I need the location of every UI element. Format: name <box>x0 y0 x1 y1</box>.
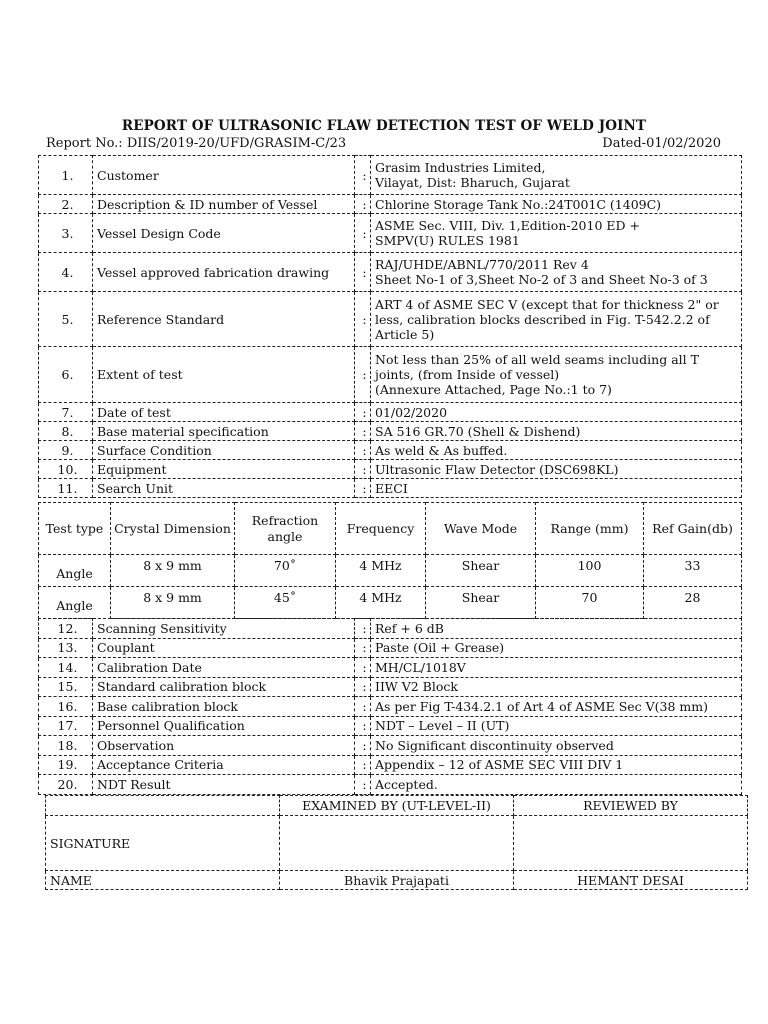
item-value-line: EECI <box>375 480 408 496</box>
item-value: Ref + 6 dB <box>371 619 742 639</box>
item-label: Personnel Qualification <box>93 716 355 736</box>
item-value <box>371 347 742 403</box>
reviewed-by-header: REVIEWED BY <box>514 796 748 816</box>
item-value: IIW V2 Block <box>371 677 742 697</box>
details-row <box>39 422 742 441</box>
name-label: NAME <box>46 871 280 890</box>
item-separator: : <box>355 697 371 717</box>
item-separator: : <box>355 292 371 347</box>
item-number: 8. <box>39 422 93 441</box>
item-value: Appendix – 12 of ASME SEC VIII DIV 1 <box>371 755 742 775</box>
item-number: 7. <box>39 403 93 422</box>
details-row <box>39 347 742 403</box>
item-separator: : <box>355 253 371 292</box>
item-label: NDT Result <box>93 775 355 795</box>
signature-label: SIGNATURE <box>46 816 280 871</box>
item-label: Reference Standard <box>93 292 355 347</box>
probe-row <box>39 555 742 587</box>
item-label: Acceptance Criteria <box>93 755 355 775</box>
item-number: 3. <box>39 214 93 253</box>
item-value: MH/CL/1018V <box>371 658 742 678</box>
report-number: Report No.: DIIS/2019-20/UFD/GRASIM-C/23 <box>46 136 347 151</box>
item-value <box>371 403 742 422</box>
probe-cell-frequency: 4 MHz <box>336 587 426 619</box>
details-table <box>38 155 742 498</box>
item-number: 10. <box>39 460 93 479</box>
item-number: 18. <box>39 736 93 756</box>
item-separator: : <box>355 658 371 678</box>
probe-row <box>39 587 742 619</box>
reviewer-name: HEMANT DESAI <box>514 871 748 890</box>
item-value <box>371 292 742 347</box>
item-number: 17. <box>39 716 93 736</box>
probe-header-crystal-dimension: Crystal Dimension <box>111 503 235 555</box>
item-value-line: Article 5) <box>375 326 435 342</box>
results-row <box>39 677 742 697</box>
probe-cell-refraction-angle: 70˚ <box>235 555 336 587</box>
item-value-line: ASME Sec. VIII, Div. 1,Edition-2010 ED + <box>375 218 640 233</box>
item-value-line: ART 4 of ASME SEC V (except that for thickness 2" or <box>375 296 719 312</box>
report-title: REPORT OF ULTRASONIC FLAW DETECTION TEST OF WELD JOINT <box>121 118 647 134</box>
reviewer-signature-cell <box>514 816 748 871</box>
probe-cell-range: 70 <box>536 587 644 619</box>
item-value: Accepted. <box>371 775 742 795</box>
probe-cell-frequency: 4 MHz <box>336 555 426 587</box>
item-value-line: As weld & As buffed. <box>375 442 508 458</box>
details-row <box>39 253 742 292</box>
examiner-name: Bhavik Prajapati <box>280 871 514 890</box>
probe-header-ref-gain: Ref Gain(db) <box>644 503 742 555</box>
item-label: Date of test <box>93 403 355 422</box>
details-row <box>39 403 742 422</box>
item-number: 4. <box>39 253 93 292</box>
item-separator: : <box>355 347 371 403</box>
item-separator: : <box>355 619 371 639</box>
item-separator: : <box>355 677 371 697</box>
results-row <box>39 638 742 658</box>
item-value-line: Vilayat, Dist: Bharuch, Gujarat <box>375 175 570 190</box>
item-label: Vessel approved fabrication drawing <box>93 253 355 292</box>
probe-header-frequency: Frequency <box>336 503 426 555</box>
item-separator: : <box>355 214 371 253</box>
item-separator: : <box>355 195 371 214</box>
item-value: NDT – Level – II (UT) <box>371 716 742 736</box>
item-value <box>371 460 742 479</box>
item-separator: : <box>355 156 371 195</box>
probe-header-range: Range (mm) <box>536 503 644 555</box>
item-value-line: Not less than 25% of all weld seams including all T <box>375 352 699 367</box>
item-number: 16. <box>39 697 93 717</box>
results-row <box>39 755 742 775</box>
item-label: Extent of test <box>93 347 355 403</box>
probe-table <box>38 502 742 619</box>
item-number: 1. <box>39 156 93 195</box>
examined-by-header: EXAMINED BY (UT-LEVEL-II) <box>280 796 514 816</box>
item-value-line: RAJ/UHDE/ABNL/770/2011 Rev 4 <box>375 257 589 272</box>
signoff-corner-cell <box>46 796 280 816</box>
results-row <box>39 716 742 736</box>
probe-header-refraction-angle: Refraction angle <box>235 503 336 555</box>
probe-cell-ref-gain: 28 <box>644 587 742 619</box>
item-value <box>371 156 742 195</box>
item-separator: : <box>355 403 371 422</box>
probe-cell-test-type: Angle <box>39 587 111 619</box>
item-number: 5. <box>39 292 93 347</box>
item-label: Couplant <box>93 638 355 658</box>
item-value: As per Fig T-434.2.1 of Art 4 of ASME Sec V(38 mm) <box>371 697 742 717</box>
item-value-line: Grasim Industries Limited, <box>375 160 546 175</box>
item-value: No Significant discontinuity observed <box>371 736 742 756</box>
item-number: 9. <box>39 441 93 460</box>
results-row <box>39 658 742 678</box>
probe-cell-range: 100 <box>536 555 644 587</box>
item-number: 12. <box>39 619 93 639</box>
report-date: Dated-01/02/2020 <box>602 136 721 151</box>
probe-cell-crystal-dimension: 8 x 9 mm <box>111 555 235 587</box>
item-value-line: Ultrasonic Flaw Detector (DSC698KL) <box>375 461 619 477</box>
item-label: Scanning Sensitivity <box>93 619 355 639</box>
item-value-line: joints, (from Inside of vessel) <box>375 367 560 382</box>
results-row <box>39 736 742 756</box>
item-number: 20. <box>39 775 93 795</box>
item-value <box>371 479 742 498</box>
item-number: 19. <box>39 755 93 775</box>
item-value-line: Chlorine Storage Tank No.:24T001C (1409C) <box>375 196 662 212</box>
results-row <box>39 619 742 639</box>
item-separator: : <box>355 441 371 460</box>
results-row <box>39 775 742 795</box>
item-value-line: (Annexure Attached, Page No.:1 to 7) <box>375 382 612 397</box>
item-separator: : <box>355 736 371 756</box>
item-value: Paste (Oil + Grease) <box>371 638 742 658</box>
item-label: Standard calibration block <box>93 677 355 697</box>
item-number: 11. <box>39 479 93 498</box>
item-number: 15. <box>39 677 93 697</box>
probe-cell-wave-mode: Shear <box>426 555 536 587</box>
item-separator: : <box>355 460 371 479</box>
item-label: Customer <box>93 156 355 195</box>
item-number: 14. <box>39 658 93 678</box>
item-separator: : <box>355 755 371 775</box>
details-row <box>39 479 742 498</box>
item-label: Description & ID number of Vessel <box>93 195 355 214</box>
item-label: Equipment <box>93 460 355 479</box>
item-number: 6. <box>39 347 93 403</box>
item-number: 2. <box>39 195 93 214</box>
details-row <box>39 460 742 479</box>
details-row <box>39 292 742 347</box>
signoff-table <box>45 795 748 890</box>
details-row <box>39 441 742 460</box>
item-label: Surface Condition <box>93 441 355 460</box>
item-value <box>371 214 742 253</box>
details-row <box>39 214 742 253</box>
item-value-line: less, calibration blocks described in Fig. T-542.2.2 of <box>375 311 710 327</box>
item-label: Vessel Design Code <box>93 214 355 253</box>
item-number: 13. <box>39 638 93 658</box>
item-value-line: Sheet No-1 of 3,Sheet No-2 of 3 and Sheet No-3 of 3 <box>375 272 708 287</box>
probe-header-test-type: Test type <box>39 503 111 555</box>
item-separator: : <box>355 422 371 441</box>
details-row <box>39 195 742 214</box>
item-value-line: SMPV(U) RULES 1981 <box>375 233 520 248</box>
results-table <box>38 618 742 795</box>
details-row <box>39 156 742 195</box>
item-label: Search Unit <box>93 479 355 498</box>
item-label: Base material specification <box>93 422 355 441</box>
results-row <box>39 697 742 717</box>
probe-cell-crystal-dimension: 8 x 9 mm <box>111 587 235 619</box>
item-separator: : <box>355 479 371 498</box>
item-separator: : <box>355 775 371 795</box>
item-value <box>371 195 742 214</box>
item-separator: : <box>355 638 371 658</box>
item-value <box>371 253 742 292</box>
item-label: Observation <box>93 736 355 756</box>
item-value <box>371 441 742 460</box>
item-separator: : <box>355 716 371 736</box>
item-value-line: 01/02/2020 <box>375 404 448 420</box>
probe-cell-ref-gain: 33 <box>644 555 742 587</box>
item-label: Calibration Date <box>93 658 355 678</box>
item-value <box>371 422 742 441</box>
probe-cell-wave-mode: Shear <box>426 587 536 619</box>
probe-header-row <box>39 503 742 555</box>
probe-cell-test-type: Angle <box>39 555 111 587</box>
probe-header-wave-mode: Wave Mode <box>426 503 536 555</box>
item-value-line: SA 516 GR.70 (Shell & Dishend) <box>375 423 581 439</box>
probe-cell-refraction-angle: 45˚ <box>235 587 336 619</box>
item-label: Base calibration block <box>93 697 355 717</box>
examiner-signature-cell <box>280 816 514 871</box>
